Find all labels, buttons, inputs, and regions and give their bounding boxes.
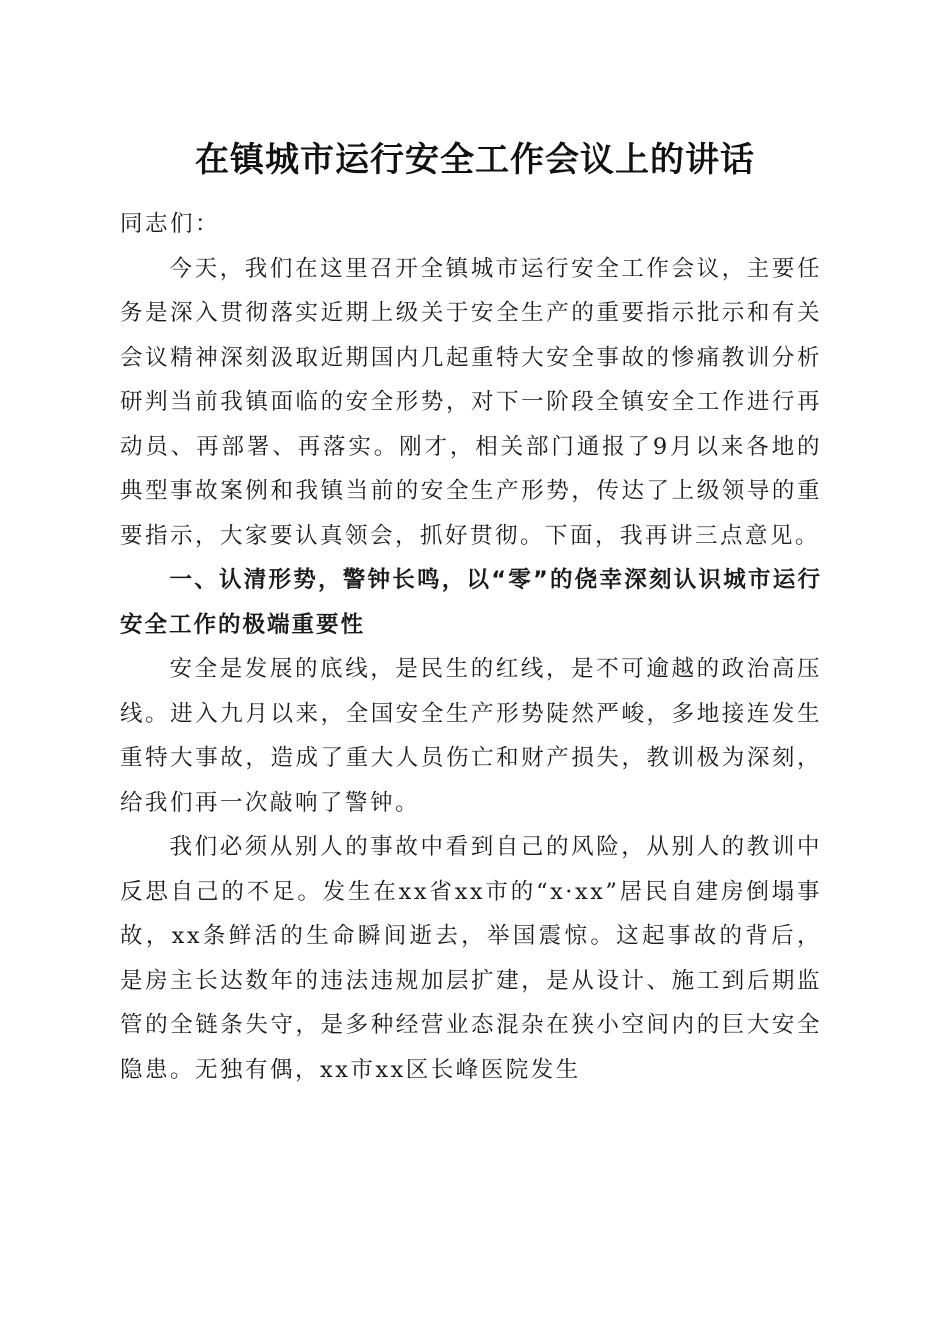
salutation: 同志们： bbox=[120, 211, 221, 237]
paragraph-safety-baseline: 安全是发展的底线，是民生的红线，是不可逾越的政治高压线。进入九月以来，全国安全生产形势陡然严峻，多地接连发生重特大事故，造成了重大人员伤亡和财产损失，教训极为深刻，给我们再一次敲响了警钟。 bbox=[120, 656, 822, 816]
document-body bbox=[120, 202, 822, 1092]
paragraph-opening: 今天，我们在这里召开全镇城市运行安全工作会议，主要任务是深入贯彻落实近期上级关于安全生产的重要指示批示和有关会议精神深刻汲取近期国内几起重特大安全事故的惨痛教训分析研判当前我镇面临的安全形势，对下一阶段全镇安全工作进行再动员、再部署、再落实。刚才，相关部门通报了9月以来各地的典型事故案例和我镇当前的安全生产形势，传达了上级领导的重要指示，大家要认真领会，抓好贯彻。下面，我再讲三点意见。 bbox=[120, 255, 822, 549]
section-heading-1: 一、认清形势，警钟长鸣，以“零”的侥幸深刻认识城市运行安全工作的极端重要性 bbox=[120, 567, 822, 638]
document-title: 在镇城市运行安全工作会议上的讲话 bbox=[195, 140, 755, 180]
paragraph-lessons: 我们必须从别人的事故中看到自己的风险，从别人的教训中反思自己的不足。发生在xx省xx市的“x·xx”居民自建房倒塌事故，xx条鲜活的生命瞬间逝去，举国震惊。这起事故的背后，是房主长达数年的违法违规加层扩建，是从设计、施工到后期监管的全链条失守，是多种经营业态混杂在狭小空间内的巨大安全隐患。无独有偶，xx市xx区长峰医院发生 bbox=[120, 834, 822, 1083]
